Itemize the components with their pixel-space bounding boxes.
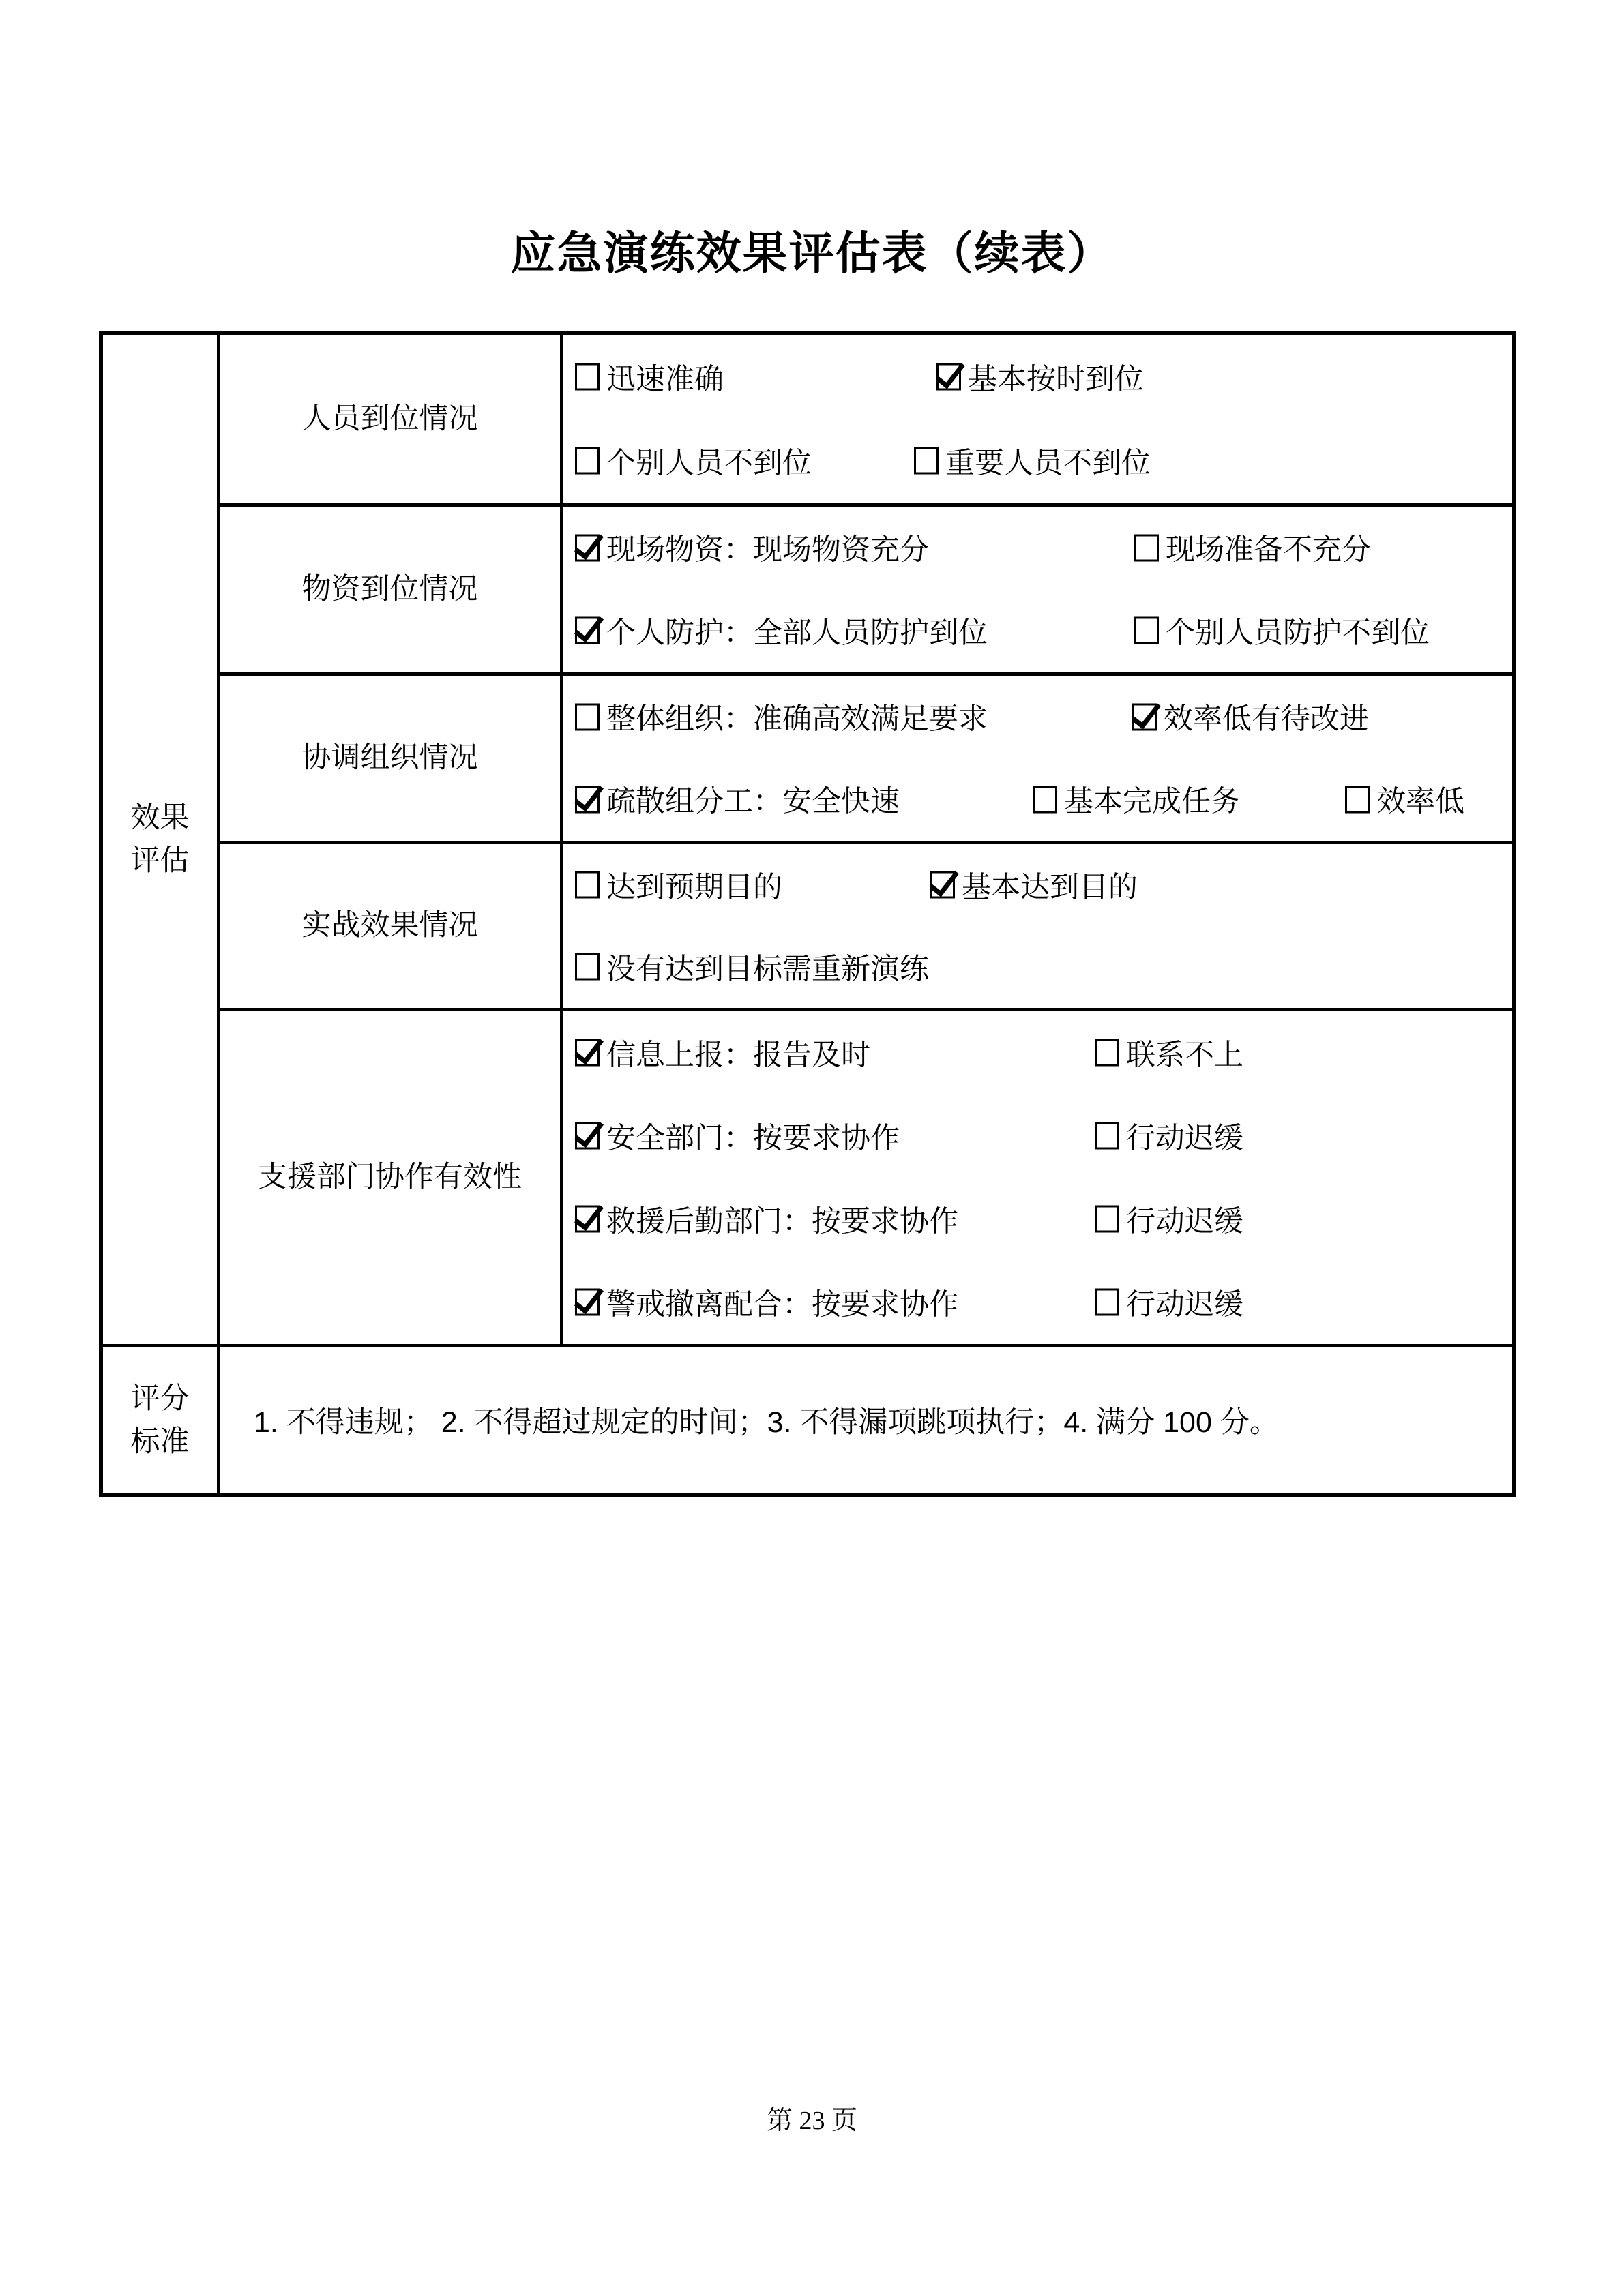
option-label: 基本完成任务 (1064, 785, 1240, 818)
option-label: 现场准备不充分 (1166, 533, 1371, 567)
option-label: 警戒撤离配合：按要求协作 (606, 1288, 958, 1321)
checkbox-option (575, 610, 988, 651)
checkbox-option (575, 1032, 870, 1073)
option-line (563, 1115, 1512, 1157)
option-line (563, 778, 1512, 820)
checkbox-option (1095, 1198, 1243, 1240)
option-label: 基本按时到位 (968, 363, 1144, 396)
checkbox-option (575, 696, 988, 738)
checkbox-option (1132, 696, 1369, 738)
row-options (561, 333, 1514, 505)
row-label: 实战效果情况 (218, 842, 561, 1009)
option-line (563, 1032, 1512, 1074)
option-label: 个别人员防护不到位 (1166, 616, 1430, 650)
row-group-label: 效果 评估 (101, 333, 218, 1345)
checkbox-unchecked-icon (575, 703, 600, 730)
option-line (563, 440, 1512, 482)
checkbox-unchecked-icon (575, 363, 600, 391)
scoring-row (101, 1345, 1514, 1495)
checkbox-option (1095, 1281, 1243, 1323)
checkbox-unchecked-icon (1345, 786, 1370, 813)
table-row (101, 842, 1514, 1009)
checkbox-checked-icon (1132, 703, 1157, 730)
checkbox-option (575, 356, 724, 398)
option-line (563, 946, 1512, 988)
checkbox-unchecked-icon (575, 953, 600, 981)
checkbox-checked-icon (575, 1122, 600, 1150)
option-line (563, 696, 1512, 738)
checkbox-option (575, 1281, 958, 1323)
row-options (561, 1009, 1514, 1345)
scoring-label: 评分 标准 (101, 1345, 218, 1495)
option-label: 现场物资：现场物资充分 (606, 533, 929, 567)
row-label: 协调组织情况 (218, 674, 561, 842)
checkbox-option (914, 440, 1151, 481)
row-options (561, 674, 1514, 842)
option-label: 重要人员不到位 (945, 447, 1151, 480)
table-row (101, 505, 1514, 674)
row-options (561, 505, 1514, 674)
checkbox-option (575, 527, 929, 569)
option-label: 效率低有待改进 (1164, 702, 1369, 736)
checkbox-option (1134, 527, 1371, 569)
checkbox-option (1033, 779, 1240, 820)
checkbox-option (1095, 1115, 1243, 1157)
option-label: 行动迟缓 (1126, 1122, 1243, 1154)
option-label: 信息上报：报告及时 (606, 1039, 870, 1071)
checkbox-option (1345, 779, 1464, 820)
scoring-criteria (218, 1345, 1514, 1495)
option-label: 整体组织：准确高效满足要求 (606, 702, 988, 736)
checkbox-option (936, 356, 1144, 398)
option-line (563, 526, 1512, 569)
checkbox-option (575, 1115, 900, 1157)
row-label: 物资到位情况 (218, 505, 561, 674)
option-label: 疏散组分工：安全快速 (606, 785, 900, 818)
checkbox-option (930, 864, 1138, 906)
checkbox-option (575, 946, 929, 987)
row-label: 支援部门协作有效性 (218, 1009, 561, 1345)
option-line (563, 356, 1512, 398)
option-label: 达到预期目的 (606, 871, 782, 904)
option-label: 个人防护：全部人员防护到位 (606, 616, 988, 650)
table-row (101, 1009, 1514, 1345)
row-options (561, 842, 1514, 1009)
checkbox-unchecked-icon (1033, 786, 1057, 813)
checkbox-option (575, 440, 812, 481)
option-label: 个别人员不到位 (606, 447, 812, 480)
page-number: 第 23 页 (766, 2106, 857, 2135)
checkbox-option (1134, 610, 1430, 651)
option-label: 迅速准确 (606, 363, 724, 396)
checkbox-checked-icon (575, 534, 600, 561)
option-line (563, 1198, 1512, 1240)
page-title: 应急演练效果评估表（续表） (510, 228, 1114, 278)
checkbox-checked-icon (930, 871, 955, 899)
checkbox-unchecked-icon (575, 871, 600, 899)
checkbox-unchecked-icon (1134, 617, 1159, 644)
checkbox-checked-icon (575, 786, 600, 813)
option-label: 行动迟缓 (1126, 1288, 1243, 1321)
option-label: 联系不上 (1126, 1039, 1243, 1071)
option-label: 没有达到目标需重新演练 (606, 953, 929, 985)
checkbox-checked-icon (575, 617, 600, 644)
checkbox-option (575, 779, 900, 820)
option-line (563, 1281, 1512, 1324)
checkbox-checked-icon (936, 363, 961, 391)
checkbox-unchecked-icon (1095, 1122, 1119, 1150)
table-row (101, 674, 1514, 842)
checkbox-unchecked-icon (575, 447, 600, 475)
checkbox-unchecked-icon (914, 447, 939, 475)
evaluation-table (99, 331, 1516, 1497)
option-line (563, 864, 1512, 906)
checkbox-unchecked-icon (1095, 1206, 1119, 1233)
row-label: 人员到位情况 (218, 333, 561, 505)
checkbox-unchecked-icon (1095, 1289, 1119, 1316)
checkbox-unchecked-icon (1095, 1039, 1119, 1067)
table-row (101, 333, 1514, 505)
option-label: 基本达到目的 (962, 871, 1138, 904)
option-line (563, 610, 1512, 652)
checkbox-unchecked-icon (1134, 534, 1159, 561)
checkbox-option (1095, 1032, 1243, 1073)
scoring-text: 1. 不得违规； 2. 不得超过规定的时间；3. 不得漏项跳项执行；4. 满分 100 分。 (254, 1406, 1279, 1440)
checkbox-checked-icon (575, 1039, 600, 1067)
checkbox-option (575, 1198, 958, 1240)
option-label: 安全部门：按要求协作 (606, 1122, 900, 1154)
option-label: 行动迟缓 (1126, 1205, 1243, 1238)
checkbox-checked-icon (575, 1206, 600, 1233)
option-label: 救援后勤部门：按要求协作 (606, 1205, 958, 1238)
option-label: 效率低 (1376, 785, 1464, 818)
checkbox-checked-icon (575, 1289, 600, 1316)
checkbox-option (575, 864, 782, 906)
